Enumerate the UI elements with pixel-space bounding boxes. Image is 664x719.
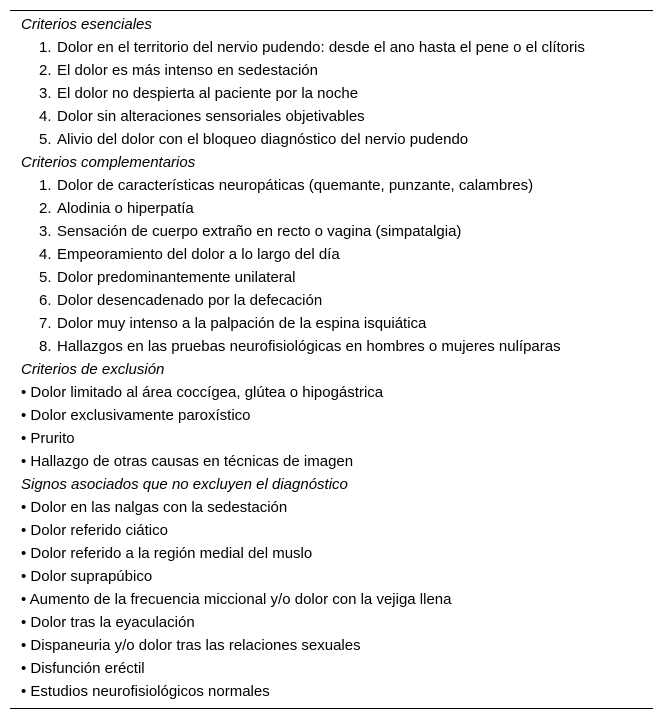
item-number: 3. [39,223,52,240]
list-item [10,243,653,266]
section-heading-essential: Criterios esenciales [21,16,152,33]
section-heading-exclusion: Criterios de exclusión [21,361,165,378]
item-text: Dolor sin alteraciones sensoriales objetivables [57,108,365,125]
list-item: • Dolor referido a la región medial del muslo [21,545,313,562]
item-number: 3. [39,85,52,102]
list-item [10,197,653,220]
item-text: Hallazgos en las pruebas neurofisiológicas en hombres o mujeres nulíparas [57,338,561,355]
list-item: • Prurito [21,430,75,447]
criteria-table [10,10,653,709]
item-number: 2. [39,200,52,217]
item-number: 1. [39,39,52,56]
list-item: • Disfunción eréctil [21,660,145,677]
item-text: Dolor de características neuropáticas (quemante, punzante, calambres) [57,177,534,194]
item-number: 5. [39,131,52,148]
section-heading-associated-signs: Signos asociados que no excluyen el diagnóstico [21,476,348,493]
item-number: 4. [39,246,52,263]
list-item [10,128,653,151]
item-text: Empeoramiento del dolor a lo largo del día [57,246,340,263]
list-item: • Dolor tras la eyaculación [21,614,195,631]
list-item: • Dolor limitado al área coccígea, glútea o hipogástrica [21,384,384,401]
item-number: 6. [39,292,52,309]
item-number: 7. [39,315,52,332]
list-item [10,335,653,358]
list-item: • Dispaneuria y/o dolor tras las relaciones sexuales [21,637,361,654]
item-text: Dolor desencadenado por la defecación [57,292,323,309]
list-item [10,312,653,335]
list-item [10,266,653,289]
list-item: • Dolor en las nalgas con la sedestación [21,499,288,516]
list-item: • Estudios neurofisiológicos normales [21,683,270,700]
item-text: El dolor es más intenso en sedestación [57,62,318,79]
item-number: 2. [39,62,52,79]
section-heading-complementary: Criterios complementarios [21,154,196,171]
item-text: Alodinia o hiperpatía [57,200,194,217]
item-text: El dolor no despierta al paciente por la noche [57,85,359,102]
list-item [10,220,653,243]
item-text: Dolor predominantemente unilateral [57,269,296,286]
list-item: • Aumento de la frecuencia miccional y/o dolor con la vejiga llena [21,591,452,608]
list-item: • Dolor referido ciático [21,522,168,539]
list-item: • Dolor exclusivamente paroxístico [21,407,251,424]
item-number: 5. [39,269,52,286]
list-item [10,59,653,82]
list-item [10,174,653,197]
item-text: Dolor en el territorio del nervio pudendo: desde el ano hasta el pene o el clítoris [57,39,585,56]
item-text: Sensación de cuerpo extraño en recto o vagina (simpatalgia) [57,223,462,240]
list-item [10,105,653,128]
item-text: Dolor muy intenso a la palpación de la espina isquiática [57,315,427,332]
list-item [10,289,653,312]
item-number: 8. [39,338,52,355]
list-item [10,82,653,105]
list-item: • Hallazgo de otras causas en técnicas de imagen [21,453,354,470]
item-text: Alivio del dolor con el bloqueo diagnóstico del nervio pudendo [57,131,469,148]
list-item [10,36,653,59]
item-number: 1. [39,177,52,194]
list-item: • Dolor suprapúbico [21,568,153,585]
item-number: 4. [39,108,52,125]
